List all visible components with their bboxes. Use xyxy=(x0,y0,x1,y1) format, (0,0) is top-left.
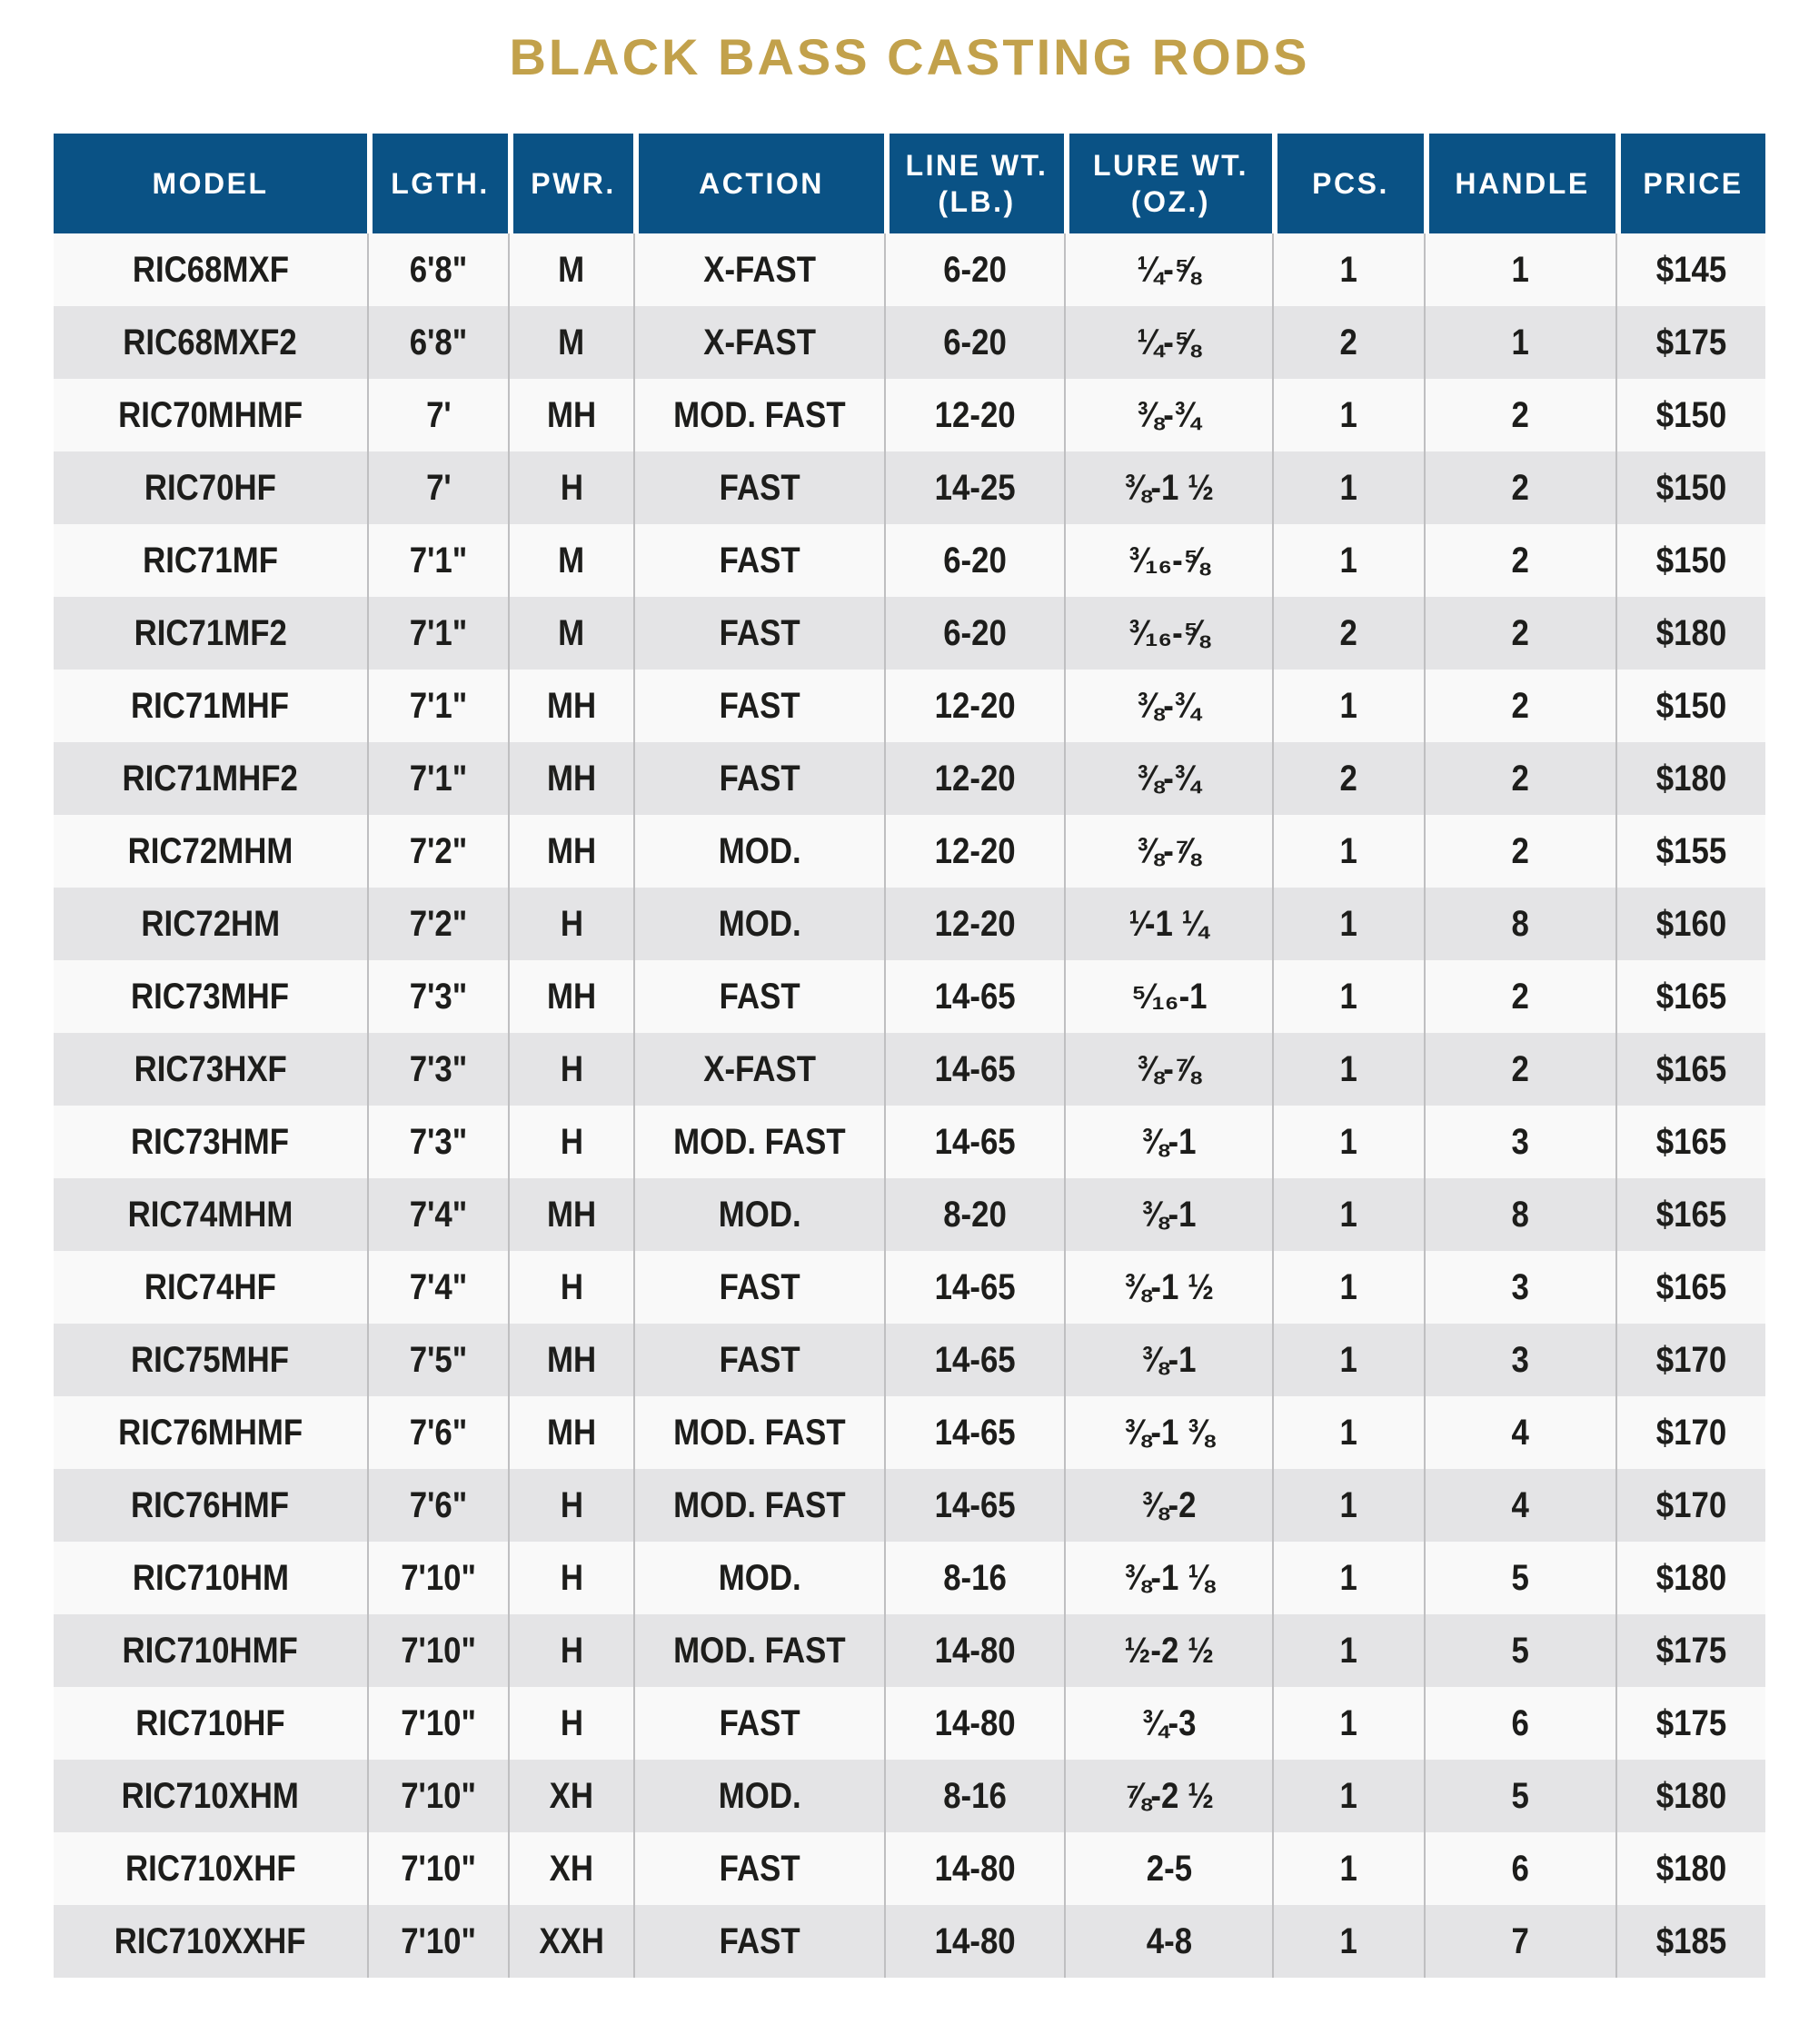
cell-price: $175 xyxy=(1615,1687,1765,1760)
rods-spec-table xyxy=(54,134,1765,1978)
cell-handle: 3 xyxy=(1424,1324,1615,1396)
cell-line_wt: 12-20 xyxy=(884,670,1064,742)
table-row xyxy=(54,306,1765,379)
cell-line_wt: 14-25 xyxy=(884,451,1064,524)
cell-line_wt: 14-65 xyxy=(884,1106,1064,1178)
cell-pwr: MH xyxy=(508,1324,633,1396)
cell-lgth: 7'10" xyxy=(367,1832,508,1905)
cell-action: FAST xyxy=(633,742,884,815)
cell-pwr: H xyxy=(508,1687,633,1760)
cell-line_wt: 8-16 xyxy=(884,1542,1064,1614)
cell-model: RIC73MHF xyxy=(54,960,367,1033)
cell-price: $160 xyxy=(1615,888,1765,960)
table-row xyxy=(54,1324,1765,1396)
cell-pwr: H xyxy=(508,1469,633,1542)
cell-action: FAST xyxy=(633,1324,884,1396)
cell-lgth: 7'6" xyxy=(367,1469,508,1542)
table-row xyxy=(54,1832,1765,1905)
cell-action: MOD. xyxy=(633,1542,884,1614)
cell-price: $165 xyxy=(1615,1033,1765,1106)
column-header-lure_wt: LURE WT. (OZ.) xyxy=(1064,134,1272,233)
cell-model: RIC72MHM xyxy=(54,815,367,888)
cell-pcs: 1 xyxy=(1272,815,1424,888)
cell-action: MOD. FAST xyxy=(633,1469,884,1542)
cell-pcs: 1 xyxy=(1272,1469,1424,1542)
cell-line_wt: 14-80 xyxy=(884,1687,1064,1760)
cell-handle: 2 xyxy=(1424,597,1615,670)
cell-pwr: H xyxy=(508,888,633,960)
table-row xyxy=(54,1542,1765,1614)
cell-handle: 7 xyxy=(1424,1905,1615,1978)
cell-line_wt: 6-20 xyxy=(884,306,1064,379)
cell-lure_wt: ¼-⅝ xyxy=(1064,233,1272,306)
cell-pcs: 1 xyxy=(1272,1251,1424,1324)
cell-price: $170 xyxy=(1615,1324,1765,1396)
cell-lure_wt: ⅜-1 xyxy=(1064,1178,1272,1251)
cell-model: RIC710XHM xyxy=(54,1760,367,1832)
cell-lure_wt: ⅜-1 xyxy=(1064,1324,1272,1396)
cell-lgth: 7'10" xyxy=(367,1542,508,1614)
table-row xyxy=(54,1614,1765,1687)
cell-lgth: 7'2" xyxy=(367,815,508,888)
cell-price: $165 xyxy=(1615,960,1765,1033)
cell-price: $185 xyxy=(1615,1905,1765,1978)
cell-line_wt: 6-20 xyxy=(884,597,1064,670)
cell-price: $175 xyxy=(1615,306,1765,379)
cell-pwr: H xyxy=(508,1542,633,1614)
cell-handle: 5 xyxy=(1424,1542,1615,1614)
cell-pcs: 1 xyxy=(1272,1614,1424,1687)
cell-pcs: 1 xyxy=(1272,1396,1424,1469)
cell-handle: 2 xyxy=(1424,451,1615,524)
cell-lgth: 6'8" xyxy=(367,306,508,379)
table-row xyxy=(54,1178,1765,1251)
cell-pcs: 1 xyxy=(1272,451,1424,524)
column-header-pcs: PCS. xyxy=(1272,134,1424,233)
cell-lgth: 7'1" xyxy=(367,670,508,742)
cell-action: X-FAST xyxy=(633,306,884,379)
cell-lure_wt: ⅞-2 ½ xyxy=(1064,1760,1272,1832)
cell-price: $150 xyxy=(1615,670,1765,742)
cell-model: RIC71MHF2 xyxy=(54,742,367,815)
cell-lgth: 7' xyxy=(367,451,508,524)
cell-lure_wt: ⅜-1 ½ xyxy=(1064,451,1272,524)
cell-handle: 1 xyxy=(1424,233,1615,306)
cell-pcs: 1 xyxy=(1272,1542,1424,1614)
cell-lure_wt: ¹⁄-1 ¼ xyxy=(1064,888,1272,960)
cell-pwr: XH xyxy=(508,1832,633,1905)
cell-action: MOD. FAST xyxy=(633,1614,884,1687)
column-header-pwr: PWR. xyxy=(508,134,633,233)
column-header-action: ACTION xyxy=(633,134,884,233)
cell-pwr: XH xyxy=(508,1760,633,1832)
cell-pwr: M xyxy=(508,524,633,597)
table-row xyxy=(54,1251,1765,1324)
cell-handle: 2 xyxy=(1424,379,1615,451)
cell-pwr: H xyxy=(508,1614,633,1687)
table-row xyxy=(54,233,1765,306)
table-row xyxy=(54,670,1765,742)
cell-lure_wt: ⅜-¾ xyxy=(1064,670,1272,742)
cell-handle: 2 xyxy=(1424,670,1615,742)
cell-pcs: 1 xyxy=(1272,1905,1424,1978)
table-row xyxy=(54,1760,1765,1832)
cell-pcs: 1 xyxy=(1272,1106,1424,1178)
table-row xyxy=(54,1687,1765,1760)
cell-line_wt: 14-80 xyxy=(884,1832,1064,1905)
cell-lgth: 7'10" xyxy=(367,1905,508,1978)
cell-handle: 2 xyxy=(1424,960,1615,1033)
table-row xyxy=(54,815,1765,888)
cell-lgth: 7'4" xyxy=(367,1178,508,1251)
cell-price: $180 xyxy=(1615,1832,1765,1905)
cell-line_wt: 12-20 xyxy=(884,815,1064,888)
cell-pwr: H xyxy=(508,1251,633,1324)
cell-pcs: 2 xyxy=(1272,306,1424,379)
table-row xyxy=(54,379,1765,451)
cell-line_wt: 14-65 xyxy=(884,960,1064,1033)
cell-model: RIC710HF xyxy=(54,1687,367,1760)
cell-action: MOD. xyxy=(633,1760,884,1832)
cell-lure_wt: ⅜-⅞ xyxy=(1064,815,1272,888)
cell-pcs: 1 xyxy=(1272,1033,1424,1106)
cell-action: FAST xyxy=(633,1832,884,1905)
cell-handle: 2 xyxy=(1424,815,1615,888)
cell-action: FAST xyxy=(633,524,884,597)
cell-price: $145 xyxy=(1615,233,1765,306)
cell-handle: 4 xyxy=(1424,1396,1615,1469)
page-title: BLACK BASS CASTING RODS xyxy=(509,28,1310,85)
cell-lgth: 7'3" xyxy=(367,1106,508,1178)
cell-lgth: 7'3" xyxy=(367,1033,508,1106)
cell-model: RIC710XXHF xyxy=(54,1905,367,1978)
cell-pcs: 1 xyxy=(1272,888,1424,960)
cell-model: RIC68MXF2 xyxy=(54,306,367,379)
column-header-lgth: LGTH. xyxy=(367,134,508,233)
cell-handle: 6 xyxy=(1424,1832,1615,1905)
cell-lure_wt: ⅜-1 xyxy=(1064,1106,1272,1178)
cell-price: $165 xyxy=(1615,1251,1765,1324)
cell-line_wt: 14-65 xyxy=(884,1033,1064,1106)
cell-line_wt: 14-65 xyxy=(884,1469,1064,1542)
cell-pwr: MH xyxy=(508,1396,633,1469)
cell-lure_wt: ⅜-¾ xyxy=(1064,742,1272,815)
header-row xyxy=(54,134,1765,233)
cell-pcs: 1 xyxy=(1272,524,1424,597)
cell-line_wt: 14-65 xyxy=(884,1324,1064,1396)
column-header-line_wt: LINE WT. (LB.) xyxy=(884,134,1064,233)
cell-line_wt: 14-80 xyxy=(884,1614,1064,1687)
cell-action: FAST xyxy=(633,670,884,742)
cell-pcs: 2 xyxy=(1272,742,1424,815)
cell-action: X-FAST xyxy=(633,1033,884,1106)
table-row xyxy=(54,1106,1765,1178)
cell-model: RIC76MHMF xyxy=(54,1396,367,1469)
cell-lure_wt: ¼-⅝ xyxy=(1064,306,1272,379)
cell-lure_wt: 4-8 xyxy=(1064,1905,1272,1978)
cell-pcs: 1 xyxy=(1272,1324,1424,1396)
cell-pcs: 1 xyxy=(1272,1687,1424,1760)
cell-model: RIC710HMF xyxy=(54,1614,367,1687)
cell-action: MOD. FAST xyxy=(633,1396,884,1469)
cell-lure_wt: ⅜-1 ⅜ xyxy=(1064,1396,1272,1469)
cell-pcs: 1 xyxy=(1272,233,1424,306)
cell-line_wt: 14-65 xyxy=(884,1251,1064,1324)
cell-lgth: 7'1" xyxy=(367,597,508,670)
cell-lure_wt: ³⁄₁₆-⅝ xyxy=(1064,524,1272,597)
cell-handle: 2 xyxy=(1424,742,1615,815)
cell-line_wt: 6-20 xyxy=(884,524,1064,597)
table-row xyxy=(54,1396,1765,1469)
cell-lgth: 6'8" xyxy=(367,233,508,306)
cell-line_wt: 12-20 xyxy=(884,742,1064,815)
cell-pwr: M xyxy=(508,597,633,670)
cell-handle: 5 xyxy=(1424,1614,1615,1687)
cell-price: $180 xyxy=(1615,597,1765,670)
cell-pwr: H xyxy=(508,451,633,524)
table-row xyxy=(54,960,1765,1033)
cell-handle: 1 xyxy=(1424,306,1615,379)
cell-action: FAST xyxy=(633,1905,884,1978)
column-header-model: MODEL xyxy=(54,134,367,233)
cell-pwr: M xyxy=(508,306,633,379)
cell-line_wt: 8-20 xyxy=(884,1178,1064,1251)
cell-pcs: 1 xyxy=(1272,960,1424,1033)
cell-lure_wt: ⅜-1 ½ xyxy=(1064,1251,1272,1324)
cell-lure_wt: ⅜-⅞ xyxy=(1064,1033,1272,1106)
cell-lgth: 7'6" xyxy=(367,1396,508,1469)
table-row xyxy=(54,1469,1765,1542)
table-row xyxy=(54,888,1765,960)
cell-price: $150 xyxy=(1615,524,1765,597)
cell-pcs: 1 xyxy=(1272,1832,1424,1905)
cell-lgth: 7'4" xyxy=(367,1251,508,1324)
cell-pwr: MH xyxy=(508,670,633,742)
cell-pwr: MH xyxy=(508,742,633,815)
cell-model: RIC68MXF xyxy=(54,233,367,306)
cell-lgth: 7'1" xyxy=(367,742,508,815)
table-row xyxy=(54,451,1765,524)
cell-pwr: MH xyxy=(508,1178,633,1251)
cell-action: FAST xyxy=(633,451,884,524)
cell-model: RIC73HMF xyxy=(54,1106,367,1178)
cell-line_wt: 12-20 xyxy=(884,888,1064,960)
cell-pwr: H xyxy=(508,1033,633,1106)
cell-model: RIC70HF xyxy=(54,451,367,524)
cell-model: RIC74HF xyxy=(54,1251,367,1324)
cell-lgth: 7'2" xyxy=(367,888,508,960)
cell-lgth: 7' xyxy=(367,379,508,451)
cell-action: FAST xyxy=(633,960,884,1033)
cell-price: $170 xyxy=(1615,1396,1765,1469)
cell-lure_wt: ⅜-¾ xyxy=(1064,379,1272,451)
cell-model: RIC70MHMF xyxy=(54,379,367,451)
table-row xyxy=(54,597,1765,670)
cell-line_wt: 6-20 xyxy=(884,233,1064,306)
cell-pwr: MH xyxy=(508,960,633,1033)
cell-lure_wt: ½-2 ½ xyxy=(1064,1614,1272,1687)
cell-price: $180 xyxy=(1615,1542,1765,1614)
cell-action: MOD. xyxy=(633,815,884,888)
cell-handle: 3 xyxy=(1424,1106,1615,1178)
cell-pwr: H xyxy=(508,1106,633,1178)
cell-lgth: 7'5" xyxy=(367,1324,508,1396)
cell-line_wt: 12-20 xyxy=(884,379,1064,451)
cell-line_wt: 8-16 xyxy=(884,1760,1064,1832)
cell-action: MOD. FAST xyxy=(633,1106,884,1178)
cell-model: RIC71MF2 xyxy=(54,597,367,670)
cell-price: $150 xyxy=(1615,379,1765,451)
cell-line_wt: 14-65 xyxy=(884,1396,1064,1469)
cell-handle: 4 xyxy=(1424,1469,1615,1542)
cell-action: MOD. xyxy=(633,888,884,960)
cell-lure_wt: ⅜-2 xyxy=(1064,1469,1272,1542)
cell-lure_wt: 2-5 xyxy=(1064,1832,1272,1905)
column-header-handle: HANDLE xyxy=(1424,134,1615,233)
cell-handle: 3 xyxy=(1424,1251,1615,1324)
cell-pcs: 1 xyxy=(1272,1178,1424,1251)
cell-model: RIC74MHM xyxy=(54,1178,367,1251)
cell-handle: 2 xyxy=(1424,524,1615,597)
cell-pcs: 1 xyxy=(1272,670,1424,742)
cell-lure_wt: ⅜-1 ⅛ xyxy=(1064,1542,1272,1614)
cell-price: $165 xyxy=(1615,1106,1765,1178)
cell-pcs: 1 xyxy=(1272,1760,1424,1832)
cell-handle: 8 xyxy=(1424,888,1615,960)
cell-line_wt: 14-80 xyxy=(884,1905,1064,1978)
cell-pwr: MH xyxy=(508,379,633,451)
cell-lgth: 7'10" xyxy=(367,1614,508,1687)
cell-action: FAST xyxy=(633,1251,884,1324)
cell-lgth: 7'1" xyxy=(367,524,508,597)
cell-model: RIC76HMF xyxy=(54,1469,367,1542)
cell-lgth: 7'10" xyxy=(367,1760,508,1832)
cell-price: $155 xyxy=(1615,815,1765,888)
cell-model: RIC73HXF xyxy=(54,1033,367,1106)
cell-action: X-FAST xyxy=(633,233,884,306)
cell-action: FAST xyxy=(633,1687,884,1760)
cell-model: RIC710XHF xyxy=(54,1832,367,1905)
cell-pwr: MH xyxy=(508,815,633,888)
table-row xyxy=(54,1905,1765,1978)
cell-action: MOD. xyxy=(633,1178,884,1251)
cell-handle: 5 xyxy=(1424,1760,1615,1832)
cell-pwr: XXH xyxy=(508,1905,633,1978)
cell-price: $165 xyxy=(1615,1178,1765,1251)
cell-handle: 8 xyxy=(1424,1178,1615,1251)
cell-price: $180 xyxy=(1615,1760,1765,1832)
cell-model: RIC710HM xyxy=(54,1542,367,1614)
cell-price: $170 xyxy=(1615,1469,1765,1542)
cell-action: FAST xyxy=(633,597,884,670)
cell-lure_wt: ¾-3 xyxy=(1064,1687,1272,1760)
cell-lure_wt: ³⁄₁₆-⅝ xyxy=(1064,597,1272,670)
cell-model: RIC75MHF xyxy=(54,1324,367,1396)
cell-model: RIC72HM xyxy=(54,888,367,960)
table-row xyxy=(54,1033,1765,1106)
table-body xyxy=(54,233,1765,1978)
cell-lgth: 7'10" xyxy=(367,1687,508,1760)
cell-pcs: 2 xyxy=(1272,597,1424,670)
cell-handle: 6 xyxy=(1424,1687,1615,1760)
cell-price: $150 xyxy=(1615,451,1765,524)
cell-model: RIC71MHF xyxy=(54,670,367,742)
cell-lgth: 7'3" xyxy=(367,960,508,1033)
column-header-price: PRICE xyxy=(1615,134,1765,233)
cell-price: $175 xyxy=(1615,1614,1765,1687)
cell-pcs: 1 xyxy=(1272,379,1424,451)
cell-price: $180 xyxy=(1615,742,1765,815)
cell-action: MOD. FAST xyxy=(633,379,884,451)
cell-pwr: M xyxy=(508,233,633,306)
cell-handle: 2 xyxy=(1424,1033,1615,1106)
table-row xyxy=(54,742,1765,815)
cell-lure_wt: ⁵⁄₁₆-1 xyxy=(1064,960,1272,1033)
table-header xyxy=(54,134,1765,233)
table-row xyxy=(54,524,1765,597)
cell-model: RIC71MF xyxy=(54,524,367,597)
